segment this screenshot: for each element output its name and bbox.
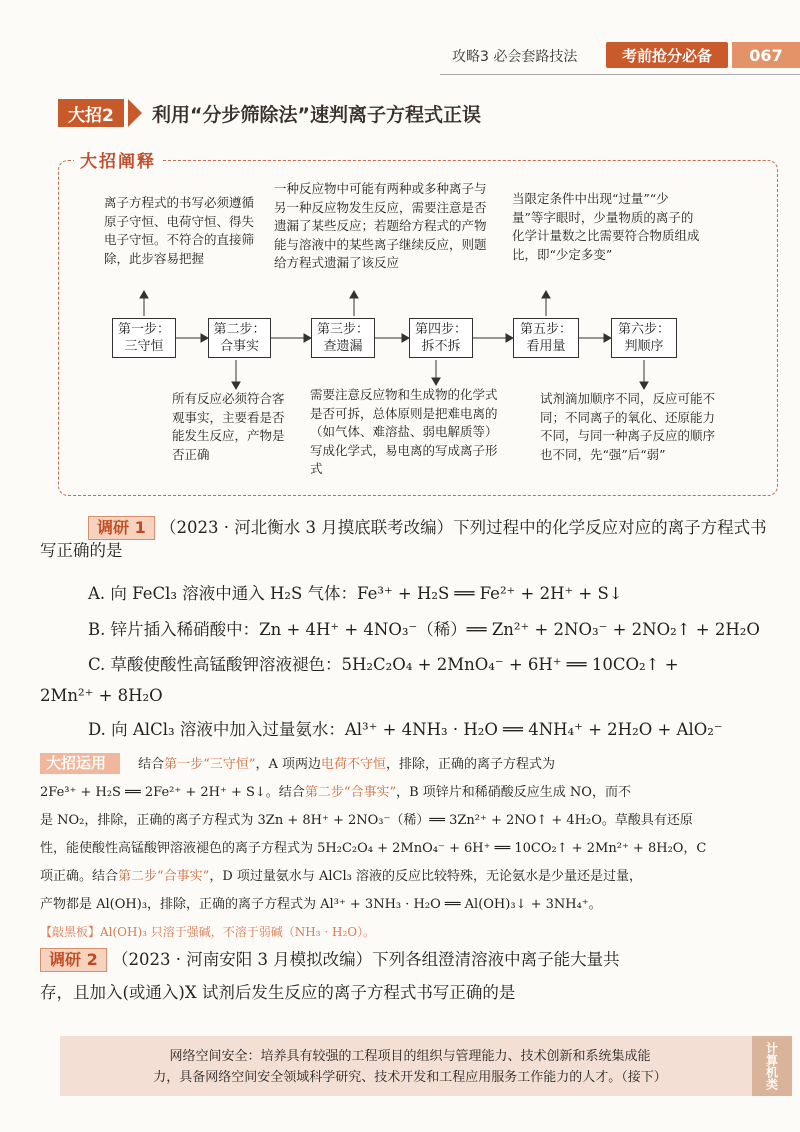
apply-line-4: 性，能使酸性高锰酸钾溶液褪色的离子方程式为 5H₂C₂O₄ + 2MnO₄⁻ + 6H⁺ ══ 10CO₂↑ + 2Mn²⁺ + 8H₂O，C (40, 841, 707, 856)
q1-option-a: A. 向 FeCl₃ 溶液中通入 H₂S 气体：Fe³⁺ + H₂S ══ Fe²⁺ + 2H⁺ + S↓ (88, 584, 623, 603)
breadcrumb: 攻略3 必会套路技法 (452, 49, 578, 65)
apply-line-6: 产物都是 Al(OH)₃，排除，正确的离子方程式为 Al³⁺ + 3NH₃ · H₂O ══ Al(OH)₃↓ + 3NH₄⁺。 (40, 897, 602, 912)
apply-text: ，排除，正确的离子方程式为 (386, 757, 556, 772)
note-step6: 试剂滴加顺序不同，反应可能不同；不同离子的氧化、还原能力不同，与同一种离子反应的顺序也不同，先“强”后“弱” (540, 391, 716, 462)
step-5-box: 第五步：看用量 (513, 318, 579, 358)
q2-tag: 调研 2 (40, 948, 107, 972)
q2-stem-line-2: 存，且加入(或通入)X 试剂后发生反应的离子方程式书写正确的是 (40, 983, 516, 1002)
section-tag: 大招2 (58, 99, 124, 127)
step-3-box: 第三步：查遗漏 (311, 318, 375, 358)
apply-text: ，A 项两边 (255, 757, 321, 772)
arrowhead-up-3 (350, 291, 358, 298)
q1-stem-text: （2023 · 河北衡水 3 月摸底联考改编）下列过程中的化学反应对应的离子方程式书写正确的是 (40, 518, 767, 560)
apply-text: ，B 项锌片和稀硝酸反应生成 NO，而不 (396, 785, 631, 800)
footer-line-1: 网络空间安全：培养具有较强的工程项目的组织与管理能力、技术创新和系统集成能 (169, 1049, 651, 1064)
arrowhead-right-4 (506, 334, 513, 342)
q2-stem-text-1: （2023 · 河南安阳 3 月模拟改编）下列各组澄清溶液中离子能大量共 (111, 950, 620, 969)
apply-line-1 (40, 753, 770, 775)
q1-option-b: B. 锌片插入稀硝酸中：Zn + 4H⁺ + 4NO₃⁻（稀）══ Zn²⁺ + 2NO₃⁻ + 2NO₂↑ + 2H₂O (88, 620, 760, 639)
apply-tag: 大招运用 (40, 753, 120, 774)
q1-option-c-cont: 2Mn²⁺ + 8H₂O (40, 686, 163, 705)
apply-text: ，D 项过量氨水与 AlCl₃ 溶液的反应比较特殊，无论氨水是少量还是过量， (209, 869, 642, 884)
arrowhead-down-2 (232, 382, 240, 389)
arrowhead-right-1 (201, 334, 208, 342)
apply-highlight: 第二步“合事实” (118, 869, 210, 884)
apply-line-2 (40, 782, 770, 803)
step-2-box: 第二步：合事实 (208, 318, 271, 358)
apply-line-3: 是 NO₂，排除，正确的离子方程式为 3Zn + 8H⁺ + 2NO₃⁻（稀）══ 3Zn²⁺ + 2NO↑ + 4H₂O。草酸具有还原 (40, 813, 693, 828)
arrowhead-up-5 (542, 291, 550, 298)
q2-stem (40, 948, 780, 972)
note-step1: 离子方程式的书写必须遵循原子守恒、电荷守恒、得失电子守恒。不符合的直接筛除，此步容易把握 (104, 195, 255, 266)
q1-stem (40, 516, 780, 562)
apply-highlight: 第二步“合事实” (304, 785, 397, 800)
chapter-badge: 考前抢分必备 (606, 42, 728, 68)
side-tab: 计算机类 (752, 1036, 792, 1096)
arrowhead-down-6 (640, 382, 648, 389)
apply-highlight: 电荷不守恒 (321, 757, 387, 772)
apply-highlight: 第一步“三守恒” (164, 757, 256, 772)
arrowhead-right-3 (402, 334, 409, 342)
q1-option-d: D. 向 AlCl₃ 溶液中加入过量氨水：Al³⁺ + 4NH₃ · H₂O ══ 4NH₄⁺ + 2H₂O + AlO₂⁻ (88, 720, 723, 739)
step-6-box: 第六步：判顺序 (611, 318, 677, 358)
footer-note (60, 1036, 760, 1096)
arrowhead-right-2 (304, 334, 311, 342)
apply-text: 2Fe³⁺ + H₂S ══ 2Fe²⁺ + 2H⁺ + S↓。结合 (40, 785, 305, 800)
step-1-box: 第一步：三守恒 (112, 318, 176, 358)
section-title: 利用“分步筛除法”速判离子方程式正误 (152, 104, 481, 126)
note-step4: 需要注意反应物和生成物的化学式是否可拆，总体原则是把难电离的（如气体、难溶盐、弱电解质等）写成化学式，易电离的写成离子形式 (310, 387, 498, 476)
q1-option-c: C. 草酸使酸性高锰酸钾溶液褪色：5H₂C₂O₄ + 2MnO₄⁻ + 6H⁺ ══ 10CO₂↑ + (88, 655, 679, 674)
apply-text: 结合 (138, 757, 165, 772)
page-number: 067 (732, 42, 800, 68)
arrowhead-up-1 (140, 291, 148, 298)
note-step5: 当限定条件中出现“过量”“少量”等字眼时，少量物质的离子的化学计量数之比需要符合物质组成比，即“少定多变” (512, 191, 700, 262)
explanation-label: 大招阐释 (74, 147, 162, 172)
apply-text: 项正确。结合 (40, 869, 119, 884)
note-line: 【敲黑板】Al(OH)₃ 只溶于强碱，不溶于弱碱（NH₃ · H₂O）。 (40, 925, 376, 939)
footer-line-2: 力，具备网络空间安全领域科学研究、技术开发和工程应用服务工作能力的人才。（接下） (153, 1070, 667, 1085)
apply-line-5 (40, 866, 770, 887)
note-step3: 一种反应物中可能有两种或多种离子与另一种反应物发生反应，需要注意是否遗漏了某些反应；若题给方程式的产物能与溶液中的某些离子继续反应，则题给方程式遗漏了该反应 (274, 181, 487, 270)
arrowhead-down-4 (432, 378, 440, 385)
note-step2: 所有反应必须符合客观事实，主要看是否能发生反应，产物是否正确 (172, 391, 285, 462)
step-4-box: 第四步：拆不拆 (409, 318, 473, 358)
q1-tag: 调研 1 (88, 516, 155, 540)
arrowhead-right-5 (604, 334, 611, 342)
